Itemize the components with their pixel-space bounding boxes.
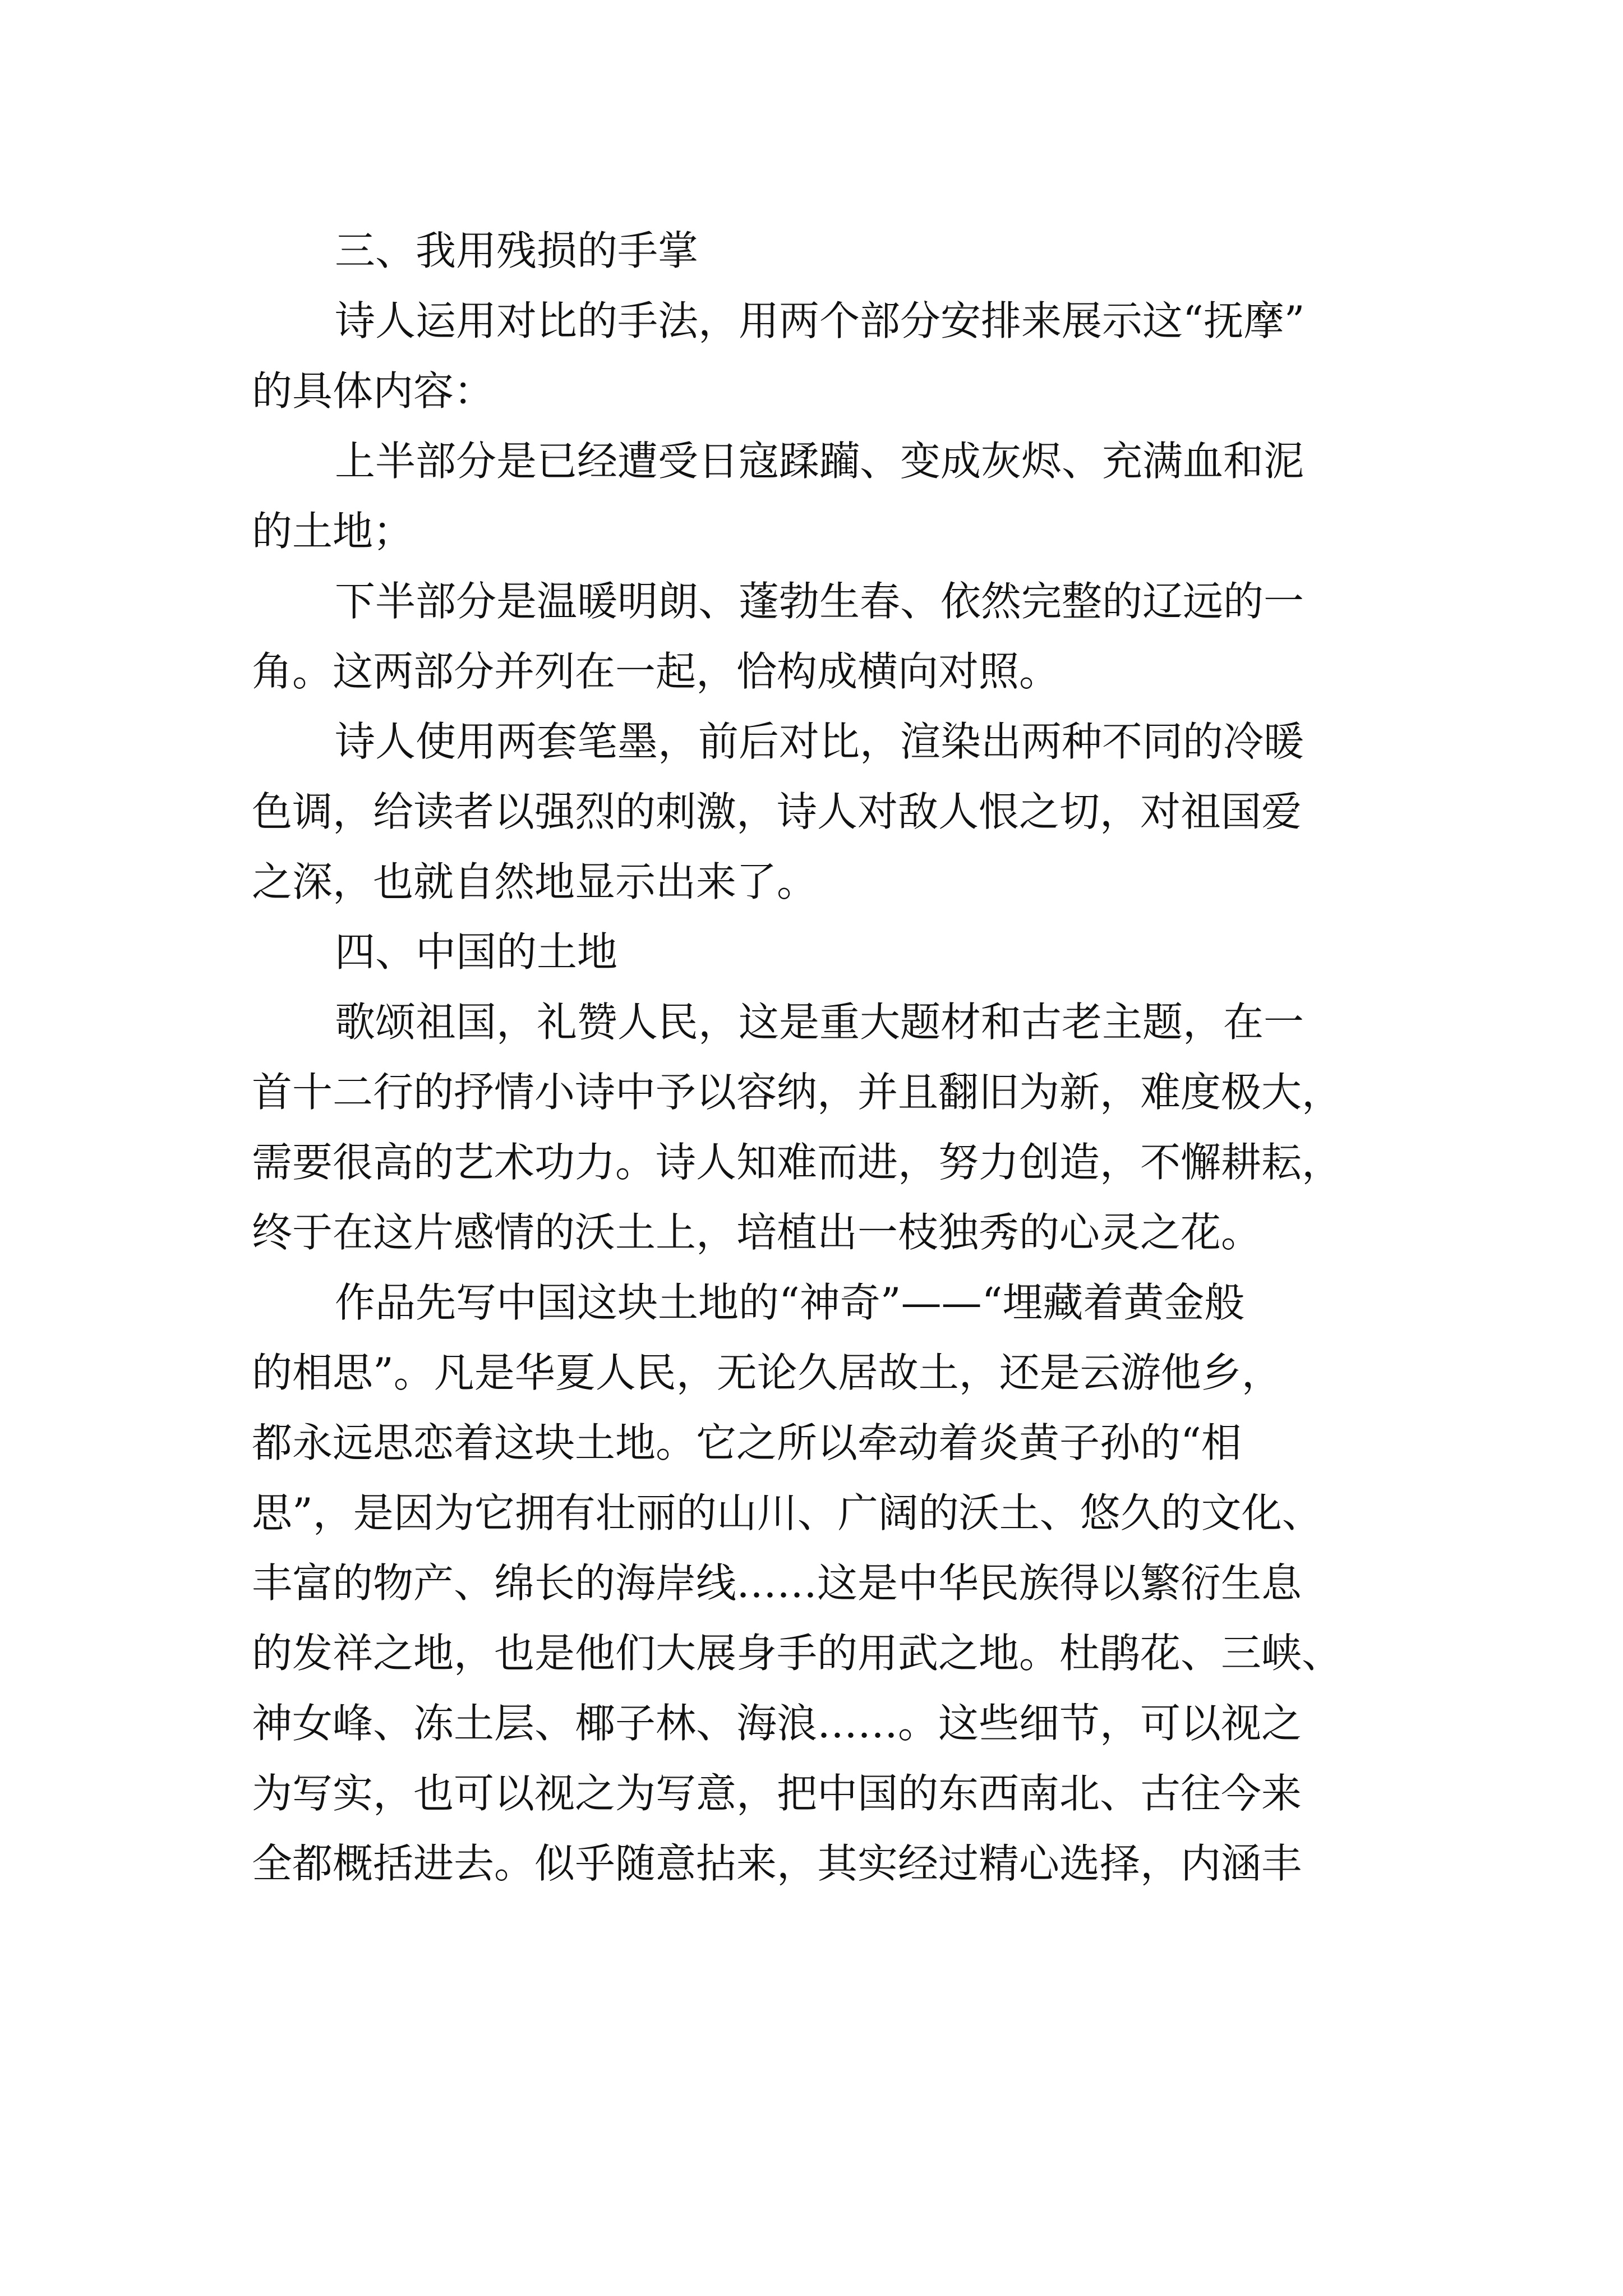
text-line: 四、中国的土地: [335, 928, 618, 976]
text-line: 的具体内容：: [252, 367, 495, 415]
text-line: 作品先写中国这块土地的“神奇”——“埋藏着黄金般: [335, 1279, 1245, 1326]
text-line: 需要很高的艺术功力。诗人知难而进，努力创造，不懈耕耘，: [252, 1139, 1343, 1186]
text-line: 神女峰、冻土层、椰子林、海浪……。这些细节，可以视之: [252, 1700, 1302, 1747]
text-line: 全都概括进去。似乎随意拈来，其实经过精心选择，内涵丰: [252, 1840, 1302, 1887]
text-line: 诗人使用两套笔墨，前后对比，渲染出两种不同的冷暖: [335, 718, 1304, 765]
text-line: 歌颂祖国，礼赞人民，这是重大题材和古老主题，在一: [335, 999, 1304, 1046]
text-line: 首十二行的抒情小诗中予以容纳，并且翻旧为新，难度极大，: [252, 1069, 1343, 1116]
text-line: 的相思”。凡是华夏人民，无论久居故土，还是云游他乡，: [252, 1349, 1282, 1396]
text-line: 之深，也就自然地显示出来了。: [252, 858, 818, 905]
text-line: 都永远思恋着这块土地。它之所以牵动着炎黄子孙的“相: [252, 1419, 1242, 1466]
text-line: 终于在这片感情的沃土上，培植出一枝独秀的心灵之花。: [252, 1209, 1262, 1256]
text-line: 上半部分是已经遭受日寇蹂躏、变成灰烬、充满血和泥: [335, 438, 1304, 485]
text-line: 下半部分是温暖明朗、蓬勃生春、依然完整的辽远的一: [335, 578, 1304, 625]
text-line: 的发祥之地，也是他们大展身手的用武之地。杜鹃花、三峡、: [252, 1630, 1343, 1677]
text-line: 的土地；: [252, 508, 414, 555]
text-line: 色调，给读者以强烈的刺激，诗人对敌人恨之切，对祖国爱: [252, 788, 1302, 835]
text-line: 丰富的物产、绵长的海岸线……这是中华民族得以繁衍生息: [252, 1559, 1302, 1607]
text-line: 思”，是因为它拥有壮丽的山川、广阔的沃土、悠久的文化、: [252, 1489, 1322, 1536]
text-line: 三、我用残损的手掌: [335, 227, 699, 274]
text-line: 角。这两部分并列在一起，恰构成横向对照。: [252, 648, 1060, 695]
text-line: 诗人运用对比的手法，用两个部分安排来展示这“抚摩”: [335, 297, 1305, 344]
text-line: 为写实，也可以视之为写意，把中国的东西南北、古往今来: [252, 1770, 1302, 1817]
body-text: [252, 216, 1385, 1899]
